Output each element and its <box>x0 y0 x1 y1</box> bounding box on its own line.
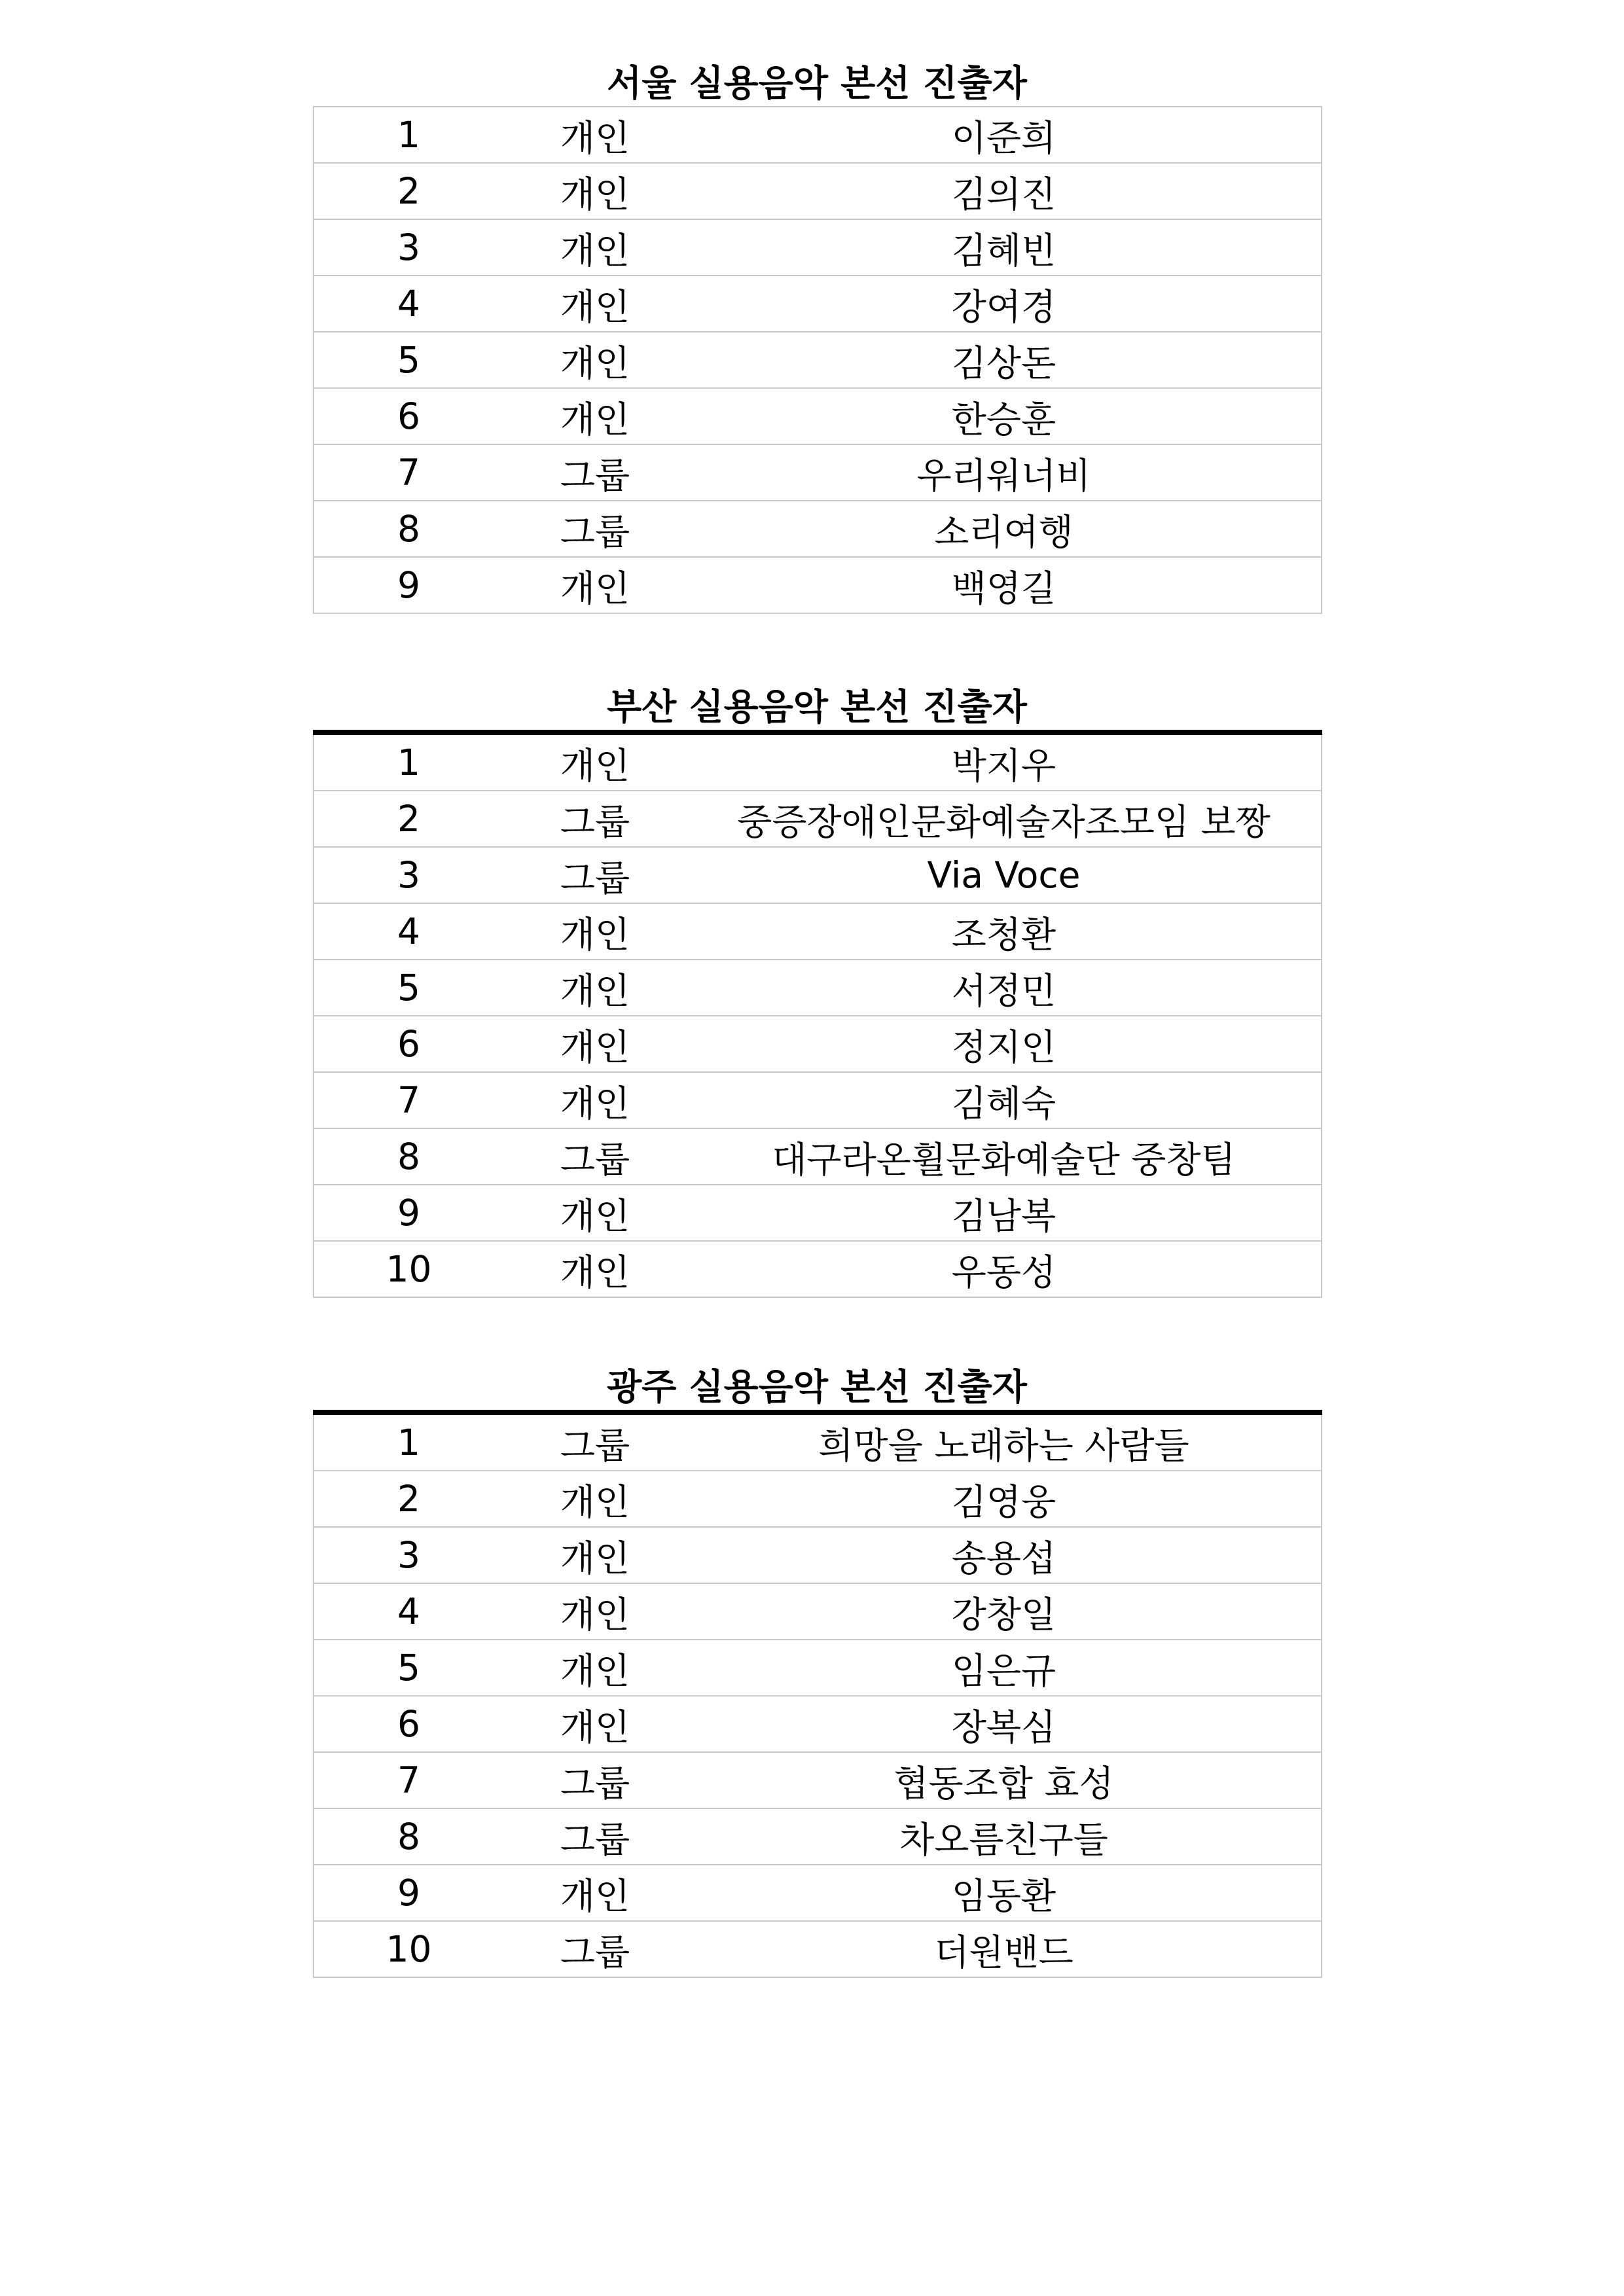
entry-type: 개인 <box>503 732 687 791</box>
entry-type: 개인 <box>503 903 687 960</box>
entry-name: 희망을 노래하는 사람들 <box>687 1412 1322 1471</box>
entry-name: 한승훈 <box>687 388 1322 444</box>
entry-name: 임동환 <box>687 1865 1322 1921</box>
entry-type: 개인 <box>503 163 687 219</box>
entry-number: 9 <box>314 557 503 613</box>
entry-number: 7 <box>314 1752 503 1808</box>
entry-number: 5 <box>314 332 503 388</box>
entry-number: 4 <box>314 1583 503 1640</box>
table-row <box>314 444 1322 501</box>
entry-type: 개인 <box>503 1696 687 1752</box>
entry-name: 김혜숙 <box>687 1072 1322 1128</box>
finalist-table <box>313 1410 1322 1978</box>
entry-type: 그룹 <box>503 1808 687 1865</box>
entry-number: 3 <box>314 847 503 903</box>
entry-type: 개인 <box>503 388 687 444</box>
table-row <box>314 960 1322 1016</box>
table-row <box>314 163 1322 219</box>
entry-name: 김의진 <box>687 163 1322 219</box>
entry-type: 개인 <box>503 107 687 163</box>
entry-number: 8 <box>314 1808 503 1865</box>
entry-number: 4 <box>314 276 503 332</box>
gwangju-section <box>313 1364 1321 1978</box>
section-title: 서울 실용음악 본선 진출자 <box>607 62 1027 104</box>
entry-number: 10 <box>314 1921 503 1977</box>
table-row <box>314 847 1322 903</box>
entry-name: 김혜빈 <box>687 219 1322 276</box>
entry-type: 그룹 <box>503 1128 687 1185</box>
busan-section <box>313 684 1321 1298</box>
table-row <box>314 332 1322 388</box>
entry-type: 개인 <box>503 1527 687 1583</box>
entry-number: 7 <box>314 1072 503 1128</box>
table-row <box>314 1808 1322 1865</box>
entry-name: 소리여행 <box>687 501 1322 557</box>
entry-number: 6 <box>314 1696 503 1752</box>
table-row <box>314 1921 1322 1977</box>
seoul-section <box>313 60 1321 614</box>
table-row <box>314 1016 1322 1072</box>
table-row <box>314 1185 1322 1241</box>
entry-type: 개인 <box>503 557 687 613</box>
entry-name: 서정민 <box>687 960 1322 1016</box>
section-title: 부산 실용음악 본선 진출자 <box>607 686 1027 728</box>
table-row <box>314 1527 1322 1583</box>
table-row <box>314 1412 1322 1471</box>
entry-name: 조청환 <box>687 903 1322 960</box>
entry-type: 개인 <box>503 960 687 1016</box>
entry-number: 4 <box>314 903 503 960</box>
entry-name: 백영길 <box>687 557 1322 613</box>
entry-type: 그룹 <box>503 1752 687 1808</box>
entry-name: 정지인 <box>687 1016 1322 1072</box>
entry-type: 개인 <box>503 276 687 332</box>
table-row <box>314 1583 1322 1640</box>
entry-number: 2 <box>314 1471 503 1527</box>
table-row <box>314 1865 1322 1921</box>
entry-number: 2 <box>314 791 503 847</box>
entry-number: 1 <box>314 107 503 163</box>
entry-type: 그룹 <box>503 791 687 847</box>
entry-number: 10 <box>314 1241 503 1297</box>
table-row <box>314 1072 1322 1128</box>
entry-name: Via Voce <box>687 847 1322 903</box>
entry-number: 9 <box>314 1185 503 1241</box>
entry-name: 박지우 <box>687 732 1322 791</box>
entry-name: 협동조합 효성 <box>687 1752 1322 1808</box>
entry-name: 임은규 <box>687 1640 1322 1696</box>
table-row <box>314 276 1322 332</box>
entry-type: 개인 <box>503 1241 687 1297</box>
entry-type: 그룹 <box>503 847 687 903</box>
entry-number: 7 <box>314 444 503 501</box>
entry-name: 송용섭 <box>687 1527 1322 1583</box>
entry-name: 차오름친구들 <box>687 1808 1322 1865</box>
entry-type: 개인 <box>503 1185 687 1241</box>
entry-name: 장복심 <box>687 1696 1322 1752</box>
table-row <box>314 557 1322 613</box>
entry-type: 개인 <box>503 1865 687 1921</box>
table-row <box>314 903 1322 960</box>
entry-number: 5 <box>314 1640 503 1696</box>
table-row <box>314 388 1322 444</box>
entry-type: 개인 <box>503 1016 687 1072</box>
table-row <box>314 1752 1322 1808</box>
entry-name: 김영웅 <box>687 1471 1322 1527</box>
entry-type: 개인 <box>503 332 687 388</box>
table-row <box>314 1241 1322 1297</box>
entry-number: 3 <box>314 219 503 276</box>
table-row <box>314 107 1322 163</box>
entry-type: 그룹 <box>503 501 687 557</box>
table-row <box>314 791 1322 847</box>
entry-type: 개인 <box>503 1072 687 1128</box>
table-row <box>314 1128 1322 1185</box>
entry-name: 김남복 <box>687 1185 1322 1241</box>
entry-name: 김상돈 <box>687 332 1322 388</box>
entry-number: 5 <box>314 960 503 1016</box>
entry-type: 개인 <box>503 1471 687 1527</box>
entry-name: 대구라온휠문화예술단 중창팀 <box>687 1128 1322 1185</box>
entry-type: 개인 <box>503 1640 687 1696</box>
entry-name: 강창일 <box>687 1583 1322 1640</box>
entry-name: 우동성 <box>687 1241 1322 1297</box>
entry-number: 1 <box>314 732 503 791</box>
entry-type: 그룹 <box>503 444 687 501</box>
entry-type: 개인 <box>503 219 687 276</box>
entry-number: 8 <box>314 1128 503 1185</box>
table-row <box>314 501 1322 557</box>
entry-number: 6 <box>314 388 503 444</box>
entry-type: 그룹 <box>503 1921 687 1977</box>
entry-type: 개인 <box>503 1583 687 1640</box>
entry-number: 9 <box>314 1865 503 1921</box>
entry-name: 강여경 <box>687 276 1322 332</box>
entry-type: 그룹 <box>503 1412 687 1471</box>
entry-number: 3 <box>314 1527 503 1583</box>
entry-name: 우리워너비 <box>687 444 1322 501</box>
section-title: 광주 실용음악 본선 진출자 <box>607 1366 1027 1408</box>
entry-number: 2 <box>314 163 503 219</box>
finalist-table <box>313 106 1322 614</box>
entry-name: 이준희 <box>687 107 1322 163</box>
entry-number: 1 <box>314 1412 503 1471</box>
entry-name: 중증장애인문화예술자조모임 보짱 <box>687 791 1322 847</box>
entry-number: 8 <box>314 501 503 557</box>
table-row <box>314 1696 1322 1752</box>
table-row <box>314 732 1322 791</box>
finalist-table <box>313 730 1322 1298</box>
entry-number: 6 <box>314 1016 503 1072</box>
table-row <box>314 1640 1322 1696</box>
entry-name: 더원밴드 <box>687 1921 1322 1977</box>
table-row <box>314 1471 1322 1527</box>
table-row <box>314 219 1322 276</box>
